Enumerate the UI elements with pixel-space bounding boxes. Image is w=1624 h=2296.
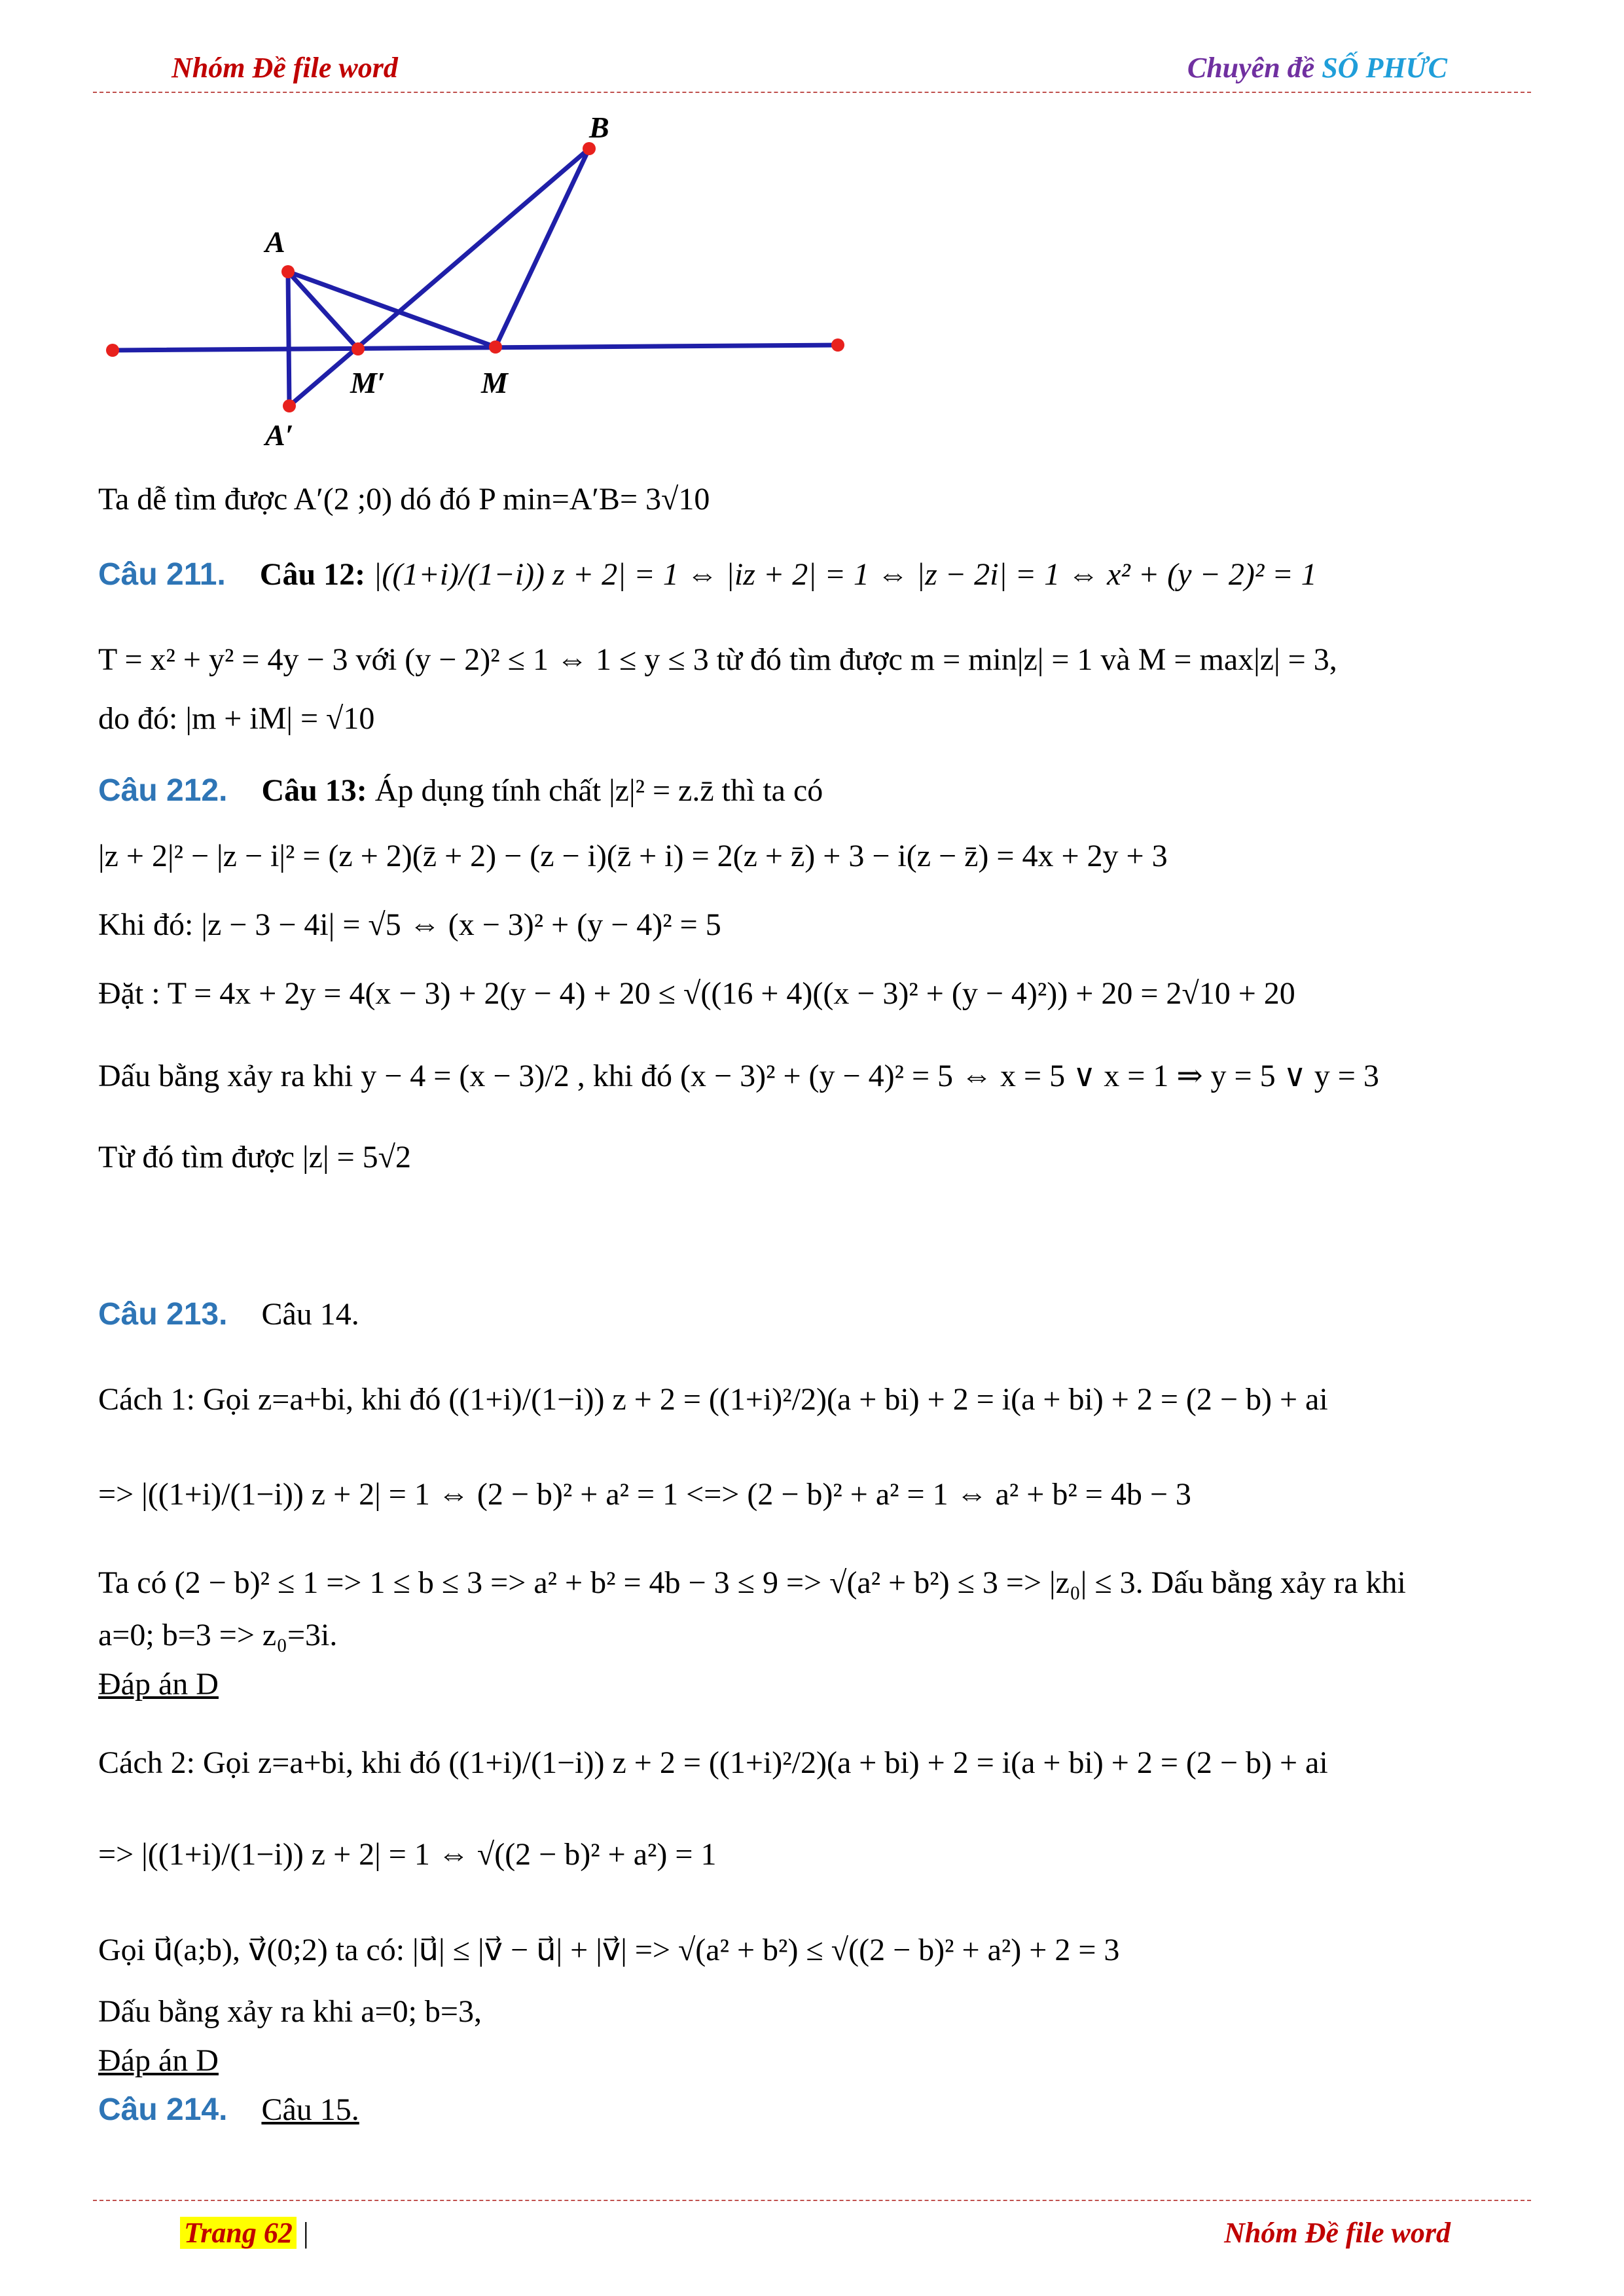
footer-right-title: Nhóm Đề file word (1224, 2217, 1451, 2249)
header-right-prefix: Chuyên đề (1187, 52, 1322, 84)
line-aprime-result: Ta dễ tìm được A′(2 ;0) dó đó P min=A′B= 3√10 (98, 482, 710, 517)
question-214-sub: Câu 15. (261, 2092, 359, 2127)
line-cach1-equiv: => |((1+i)/(1−i)) z + 2| = 1 ⇔ (2 − b)² + a² = 1 <=> (2 − b)² + a² = 1 ⇔ a² + b² = 4b − 3 (98, 1477, 1191, 1512)
question-212-label: Câu 212. (98, 773, 228, 808)
line-equality-case: Dấu bằng xảy ra khi y − 4 = (x − 3)/2 , khi đó (x − 3)² + (y − 4)² = 5 ⇔ x = 5 ∨ x = 1 ⇒ y = 5 ∨ y = 3 (98, 1059, 1379, 1093)
question-214 (98, 2092, 1525, 2128)
header-right-accent: SỐ PHỨC (1322, 52, 1447, 84)
line-cach2-vectors: Gọi u⃗(a;b), v⃗(0;2) ta có: |u⃗| ≤ |v⃗ − u⃗| + |v⃗| => √(a² + b²) ≤ √((2 − b)² + a²) + 2 = 3 (98, 1933, 1120, 1967)
question-212-text: Áp dụng tính chất |z|² = z.z̄ thì ta có (374, 773, 823, 808)
header-rule (93, 92, 1531, 93)
line-result-z: Từ đó tìm được |z| = 5√2 (98, 1140, 411, 1175)
question-211-label: Câu 211. (98, 557, 226, 592)
segment-m-b (496, 149, 589, 347)
geometry-figure (98, 111, 884, 465)
line-dat-t: Đặt : T = 4x + 2y = 4(x − 3) + 2(y − 4) + 20 ≤ √((16 + 4)((x − 3)² + (y − 4)²)) + 20 = 2√10 + 20 (98, 976, 1295, 1011)
footer-page-number: Trang 62 (180, 2217, 297, 2249)
label-a: A (265, 225, 285, 259)
question-212-sub: Câu 13: (261, 773, 367, 808)
footer-rule (93, 2200, 1531, 2201)
question-213-label: Câu 213. (98, 1297, 228, 1332)
question-211-equation: |((1+i)/(1−i)) z + 2| = 1 ⇔ |iz + 2| = 1 ⇔ |z − 2i| = 1 ⇔ x² + (y − 2)² = 1 (373, 557, 1317, 592)
footer-page (180, 2216, 309, 2250)
answer-1: Đáp án D (98, 1667, 219, 1702)
segment-a-aprime (288, 272, 289, 406)
point-b (583, 142, 596, 155)
point-m-prime (352, 342, 365, 355)
line-cach1-intro: Cách 1: Gọi z=a+bi, khi đó ((1+i)/(1−i)) z + 2 = ((1+i)²/2)(a + bi) + 2 = i(a + bi) + 2 = (2 − b) + ai (98, 1382, 1328, 1417)
question-213-sub: Câu 14. (261, 1297, 359, 1332)
header-right-title (1187, 51, 1447, 84)
line-cach2-equality: Dấu bằng xảy ra khi a=0; b=3, (98, 1994, 482, 2029)
line-cach2-equiv: => |((1+i)/(1−i)) z + 2| = 1 ⇔ √((2 − b)² + a²) = 1 (98, 1837, 717, 1872)
question-211 (98, 556, 1525, 592)
header-left-title: Nhóm Đề file word (171, 52, 398, 84)
point-right-end (831, 338, 844, 352)
point-a-prime (283, 399, 296, 412)
question-214-label: Câu 214. (98, 2092, 228, 2127)
point-m (489, 340, 502, 354)
question-212 (98, 773, 1525, 809)
question-213 (98, 1296, 1525, 1332)
point-left-end (106, 344, 119, 357)
question-211-sub: Câu 12: (259, 557, 366, 592)
label-m-prime: M′ (350, 366, 386, 399)
label-b: B (589, 111, 609, 144)
footer-separator: | (302, 2217, 309, 2249)
line-expansion: |z + 2|² − |z − i|² = (z + 2)(z̄ + 2) − (z − i)(z̄ + i) = 2(z + z̄) + 3 − i(z − z̄) = 4x + 2y + 3 (98, 839, 1168, 873)
line-cach1-equality: a=0; b=3 => z₀=3i. (98, 1618, 338, 1652)
line-therefore: do đó: |m + iM| = √10 (98, 701, 375, 736)
line-khi-do: Khi đó: |z − 3 − 4i| = √5 ⇔ (x − 3)² + (y − 4)² = 5 (98, 907, 721, 942)
line-t-bounds: T = x² + y² = 4y − 3 với (y − 2)² ≤ 1 ⇔ 1 ≤ y ≤ 3 từ đó tìm được m = min|z| = 1 và M = max|z| = 3, (98, 642, 1337, 677)
line-cach2-intro: Cách 2: Gọi z=a+bi, khi đó ((1+i)/(1−i)) z + 2 = ((1+i)²/2)(a + bi) + 2 = i(a + bi) + 2 = (2 − b) + ai (98, 1745, 1328, 1780)
line-cach1-bound: Ta có (2 − b)² ≤ 1 => 1 ≤ b ≤ 3 => a² + b² = 4b − 3 ≤ 9 => √(a² + b²) ≤ 3 => |z₀| ≤ 3. Dấu bằng xảy ra khi (98, 1565, 1406, 1600)
label-m: M (481, 366, 508, 399)
segment-aprime-b (289, 149, 589, 406)
point-a (281, 265, 295, 278)
answer-2: Đáp án D (98, 2043, 219, 2078)
label-a-prime: A′ (265, 418, 294, 452)
horizontal-line (113, 345, 838, 350)
